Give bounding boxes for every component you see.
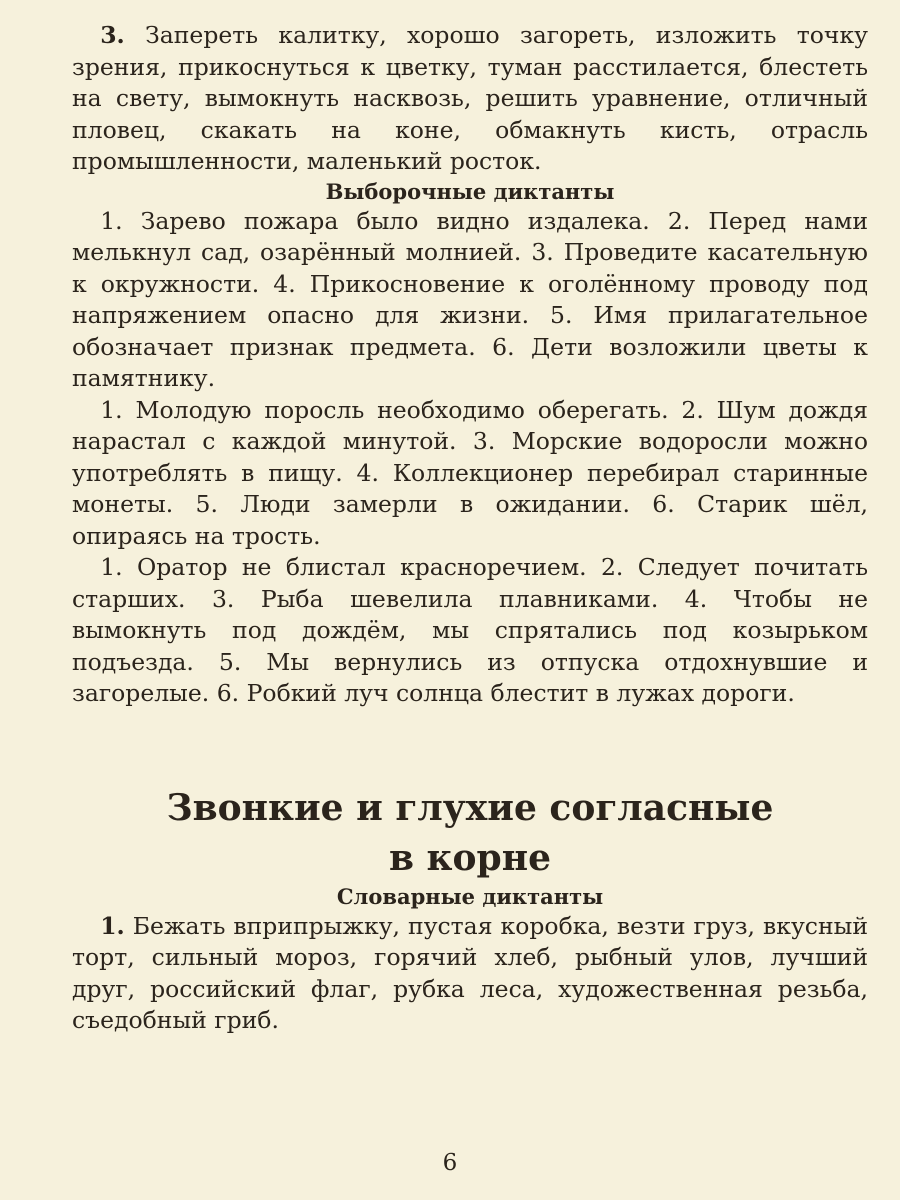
selective-dictations-heading: Выборочные диктанты: [325, 178, 615, 204]
dictation-paragraph: 1. Зарево пожара было видно издалека. 2. Перед нами мелькнул сад, озарённый молнией. 3. Проведите касательную к окружности. 4. Прикосновение к оголённому проводу под напряжением опасно для жизни. 5. Имя прилагательное обозначает признак предмета. 6. Дети возложили цветы к памятнику.: [72, 206, 868, 392]
exercise-number: 1.: [100, 911, 125, 940]
section-title-block: [72, 783, 868, 883]
section-title-line-1: Звонкие и глухие согласные: [166, 786, 774, 829]
vocabulary-dictations-heading: Словарные диктанты: [336, 883, 604, 909]
dictation-paragraph: 1. Молодую поросль необходимо оберегать. 2. Шум дождя нарастал с каждой минутой. 3. Морские водоросли можно употреблять в пищу. 4. Коллекционер перебирал старинные монеты. 5. Люди замерли в ожидании. 6. Старик шёл, опираясь на трость.: [72, 395, 868, 550]
dictation-paragraph: 1. Оратор не блистал красноречием. 2. Следует почитать старших. 3. Рыба шевелила плавниками. 4. Чтобы не вымокнуть под дождём, мы спрятались под козырьком подъезда. 5. Мы вернулись из отпуска отдохнувшие и загорелые. 6. Робкий луч солнца блестит в лужах дороги.: [72, 553, 868, 707]
page-number: 6: [442, 1150, 458, 1176]
exercise-text: Бежать вприпрыжку, пустая коробка, везти груз, вкусный торт, сильный мороз, горячий хлеб, рыбный улов, лучший друг, российский флаг, рубка леса, художественная резьба, съедобный гриб.: [72, 911, 868, 1034]
exercise-number: 3.: [100, 21, 125, 49]
vocabulary-exercise-paragraph: [72, 911, 868, 1037]
section-title-line-2: в корне: [389, 836, 551, 879]
exercise-text: Запереть калитку, хорошо загореть, изложить точку зрения, прикоснуться к цветку, туман расстилается, блестеть на свету, вымокнуть насквозь, решить уравнение, отличный пловец, скакать на коне, обмакнуть кисть, отрасль промышленности, маленький росток.: [72, 21, 868, 175]
exercise-3-paragraph: [72, 20, 868, 178]
